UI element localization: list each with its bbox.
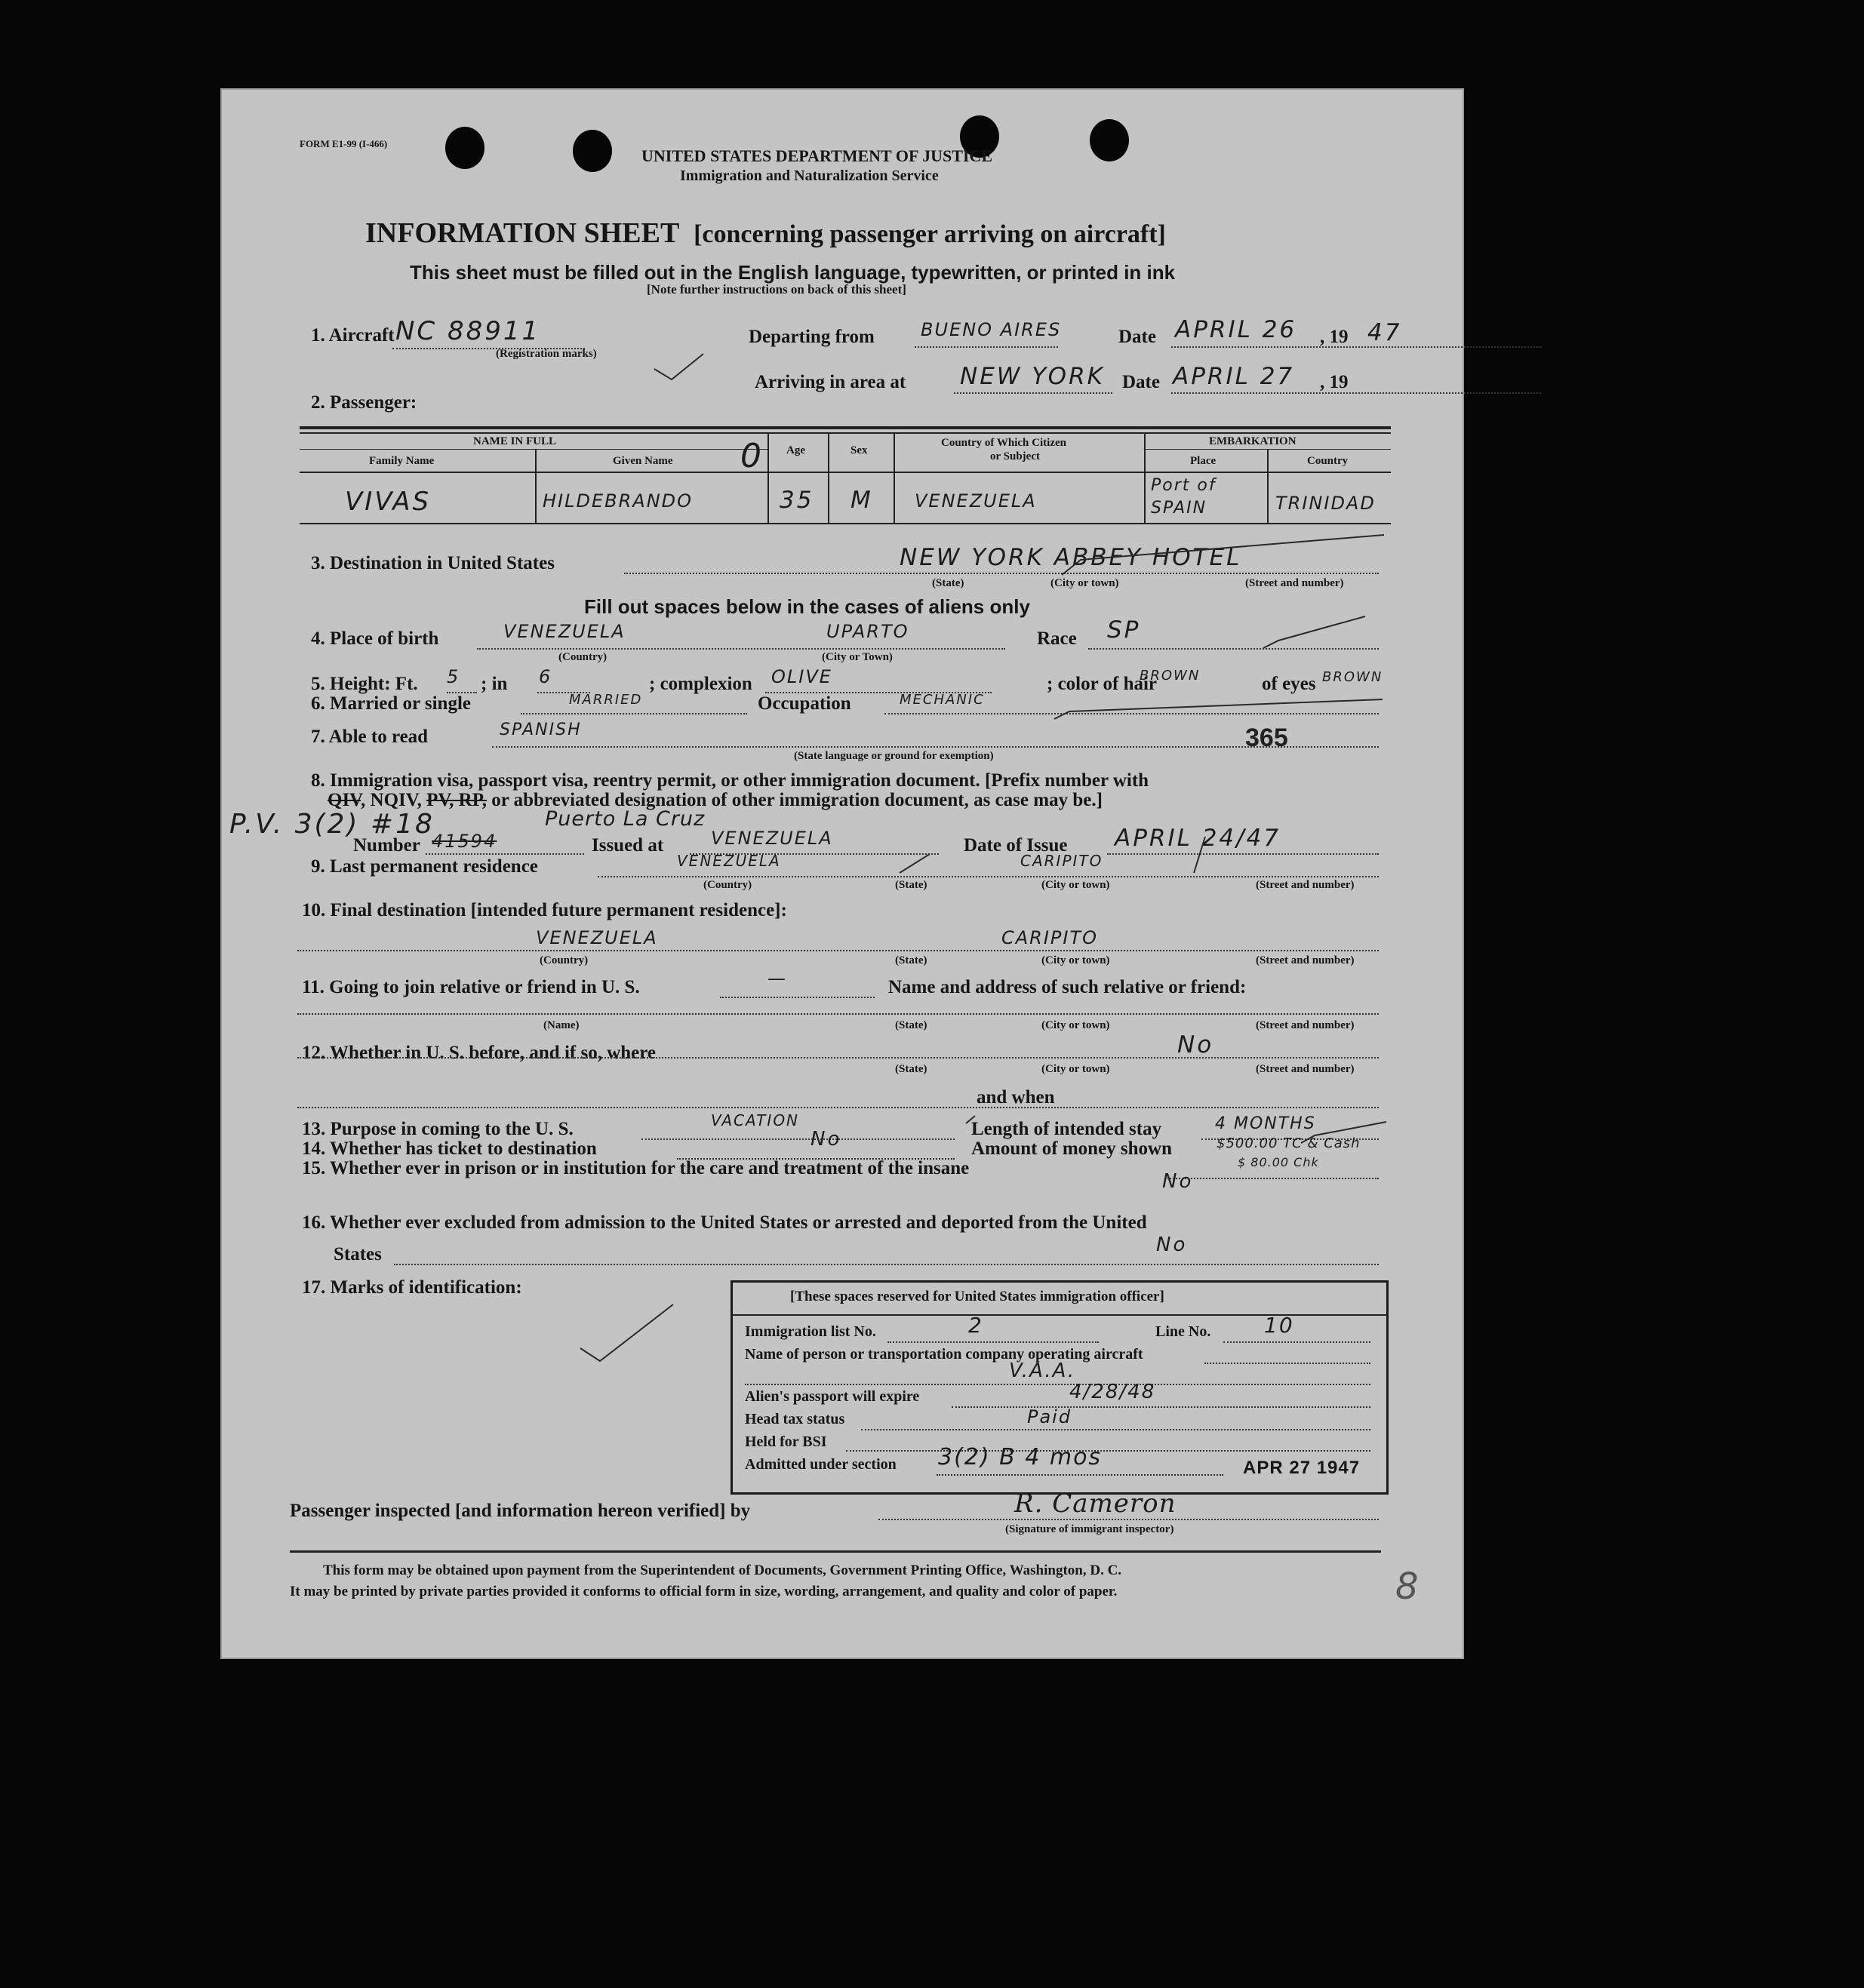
issued-value: VENEZUELA xyxy=(711,828,833,849)
issue-date-label: Date of Issue xyxy=(964,835,1068,856)
purpose-label: 13. Purpose in coming to the U. S. xyxy=(302,1119,574,1139)
admission-stamp: APR 27 1947 xyxy=(1243,1458,1361,1478)
and-when-label: and when xyxy=(977,1087,1055,1108)
arrive-date-label: Date xyxy=(1122,372,1160,392)
fd-city-caption: (City or town) xyxy=(1041,954,1110,966)
marital-value: MARRIED xyxy=(569,692,643,708)
final-dest-city: CARIPITO xyxy=(1001,927,1099,948)
punch-hole xyxy=(1090,119,1129,161)
residence-label: 9. Last permanent residence xyxy=(311,856,538,877)
height-label xyxy=(311,674,418,695)
page-mark: 8 xyxy=(1395,1566,1421,1608)
footer-line2: It may be printed by private parties provided it conforms to official form in size, wording, arrangement, and quality and color of paper. xyxy=(290,1584,1118,1599)
visa-pv-rp: PV, RP, xyxy=(426,790,487,810)
footer-line1: This form may be obtained upon payment from the Superintendent of Documents, Government Printing Office, Washington, D. C. xyxy=(323,1562,1122,1578)
form-number: FORM E1-99 (I-466) xyxy=(300,138,388,149)
stay-label: Length of intended stay xyxy=(971,1119,1162,1139)
purpose-value: VACATION xyxy=(711,1111,800,1129)
list-label: Immigration list No. xyxy=(745,1323,876,1340)
before-state-caption: (State) xyxy=(895,1063,927,1075)
instruction-text: This sheet must be filled out in the English language, typewritten, or printed in ink xyxy=(410,261,1176,284)
marks-label: 17. Marks of identification: xyxy=(302,1277,522,1298)
visa-margin-note: P.V. 3(2) #18 xyxy=(229,809,435,840)
read-value: SPANISH xyxy=(500,721,582,739)
col-embarkation: EMBARKATION xyxy=(1209,435,1296,447)
col-name-in-full: NAME IN FULL xyxy=(473,435,557,447)
visa-qiv: QIV xyxy=(328,790,361,810)
visa-number: 41594 xyxy=(432,831,497,852)
departing-value: BUENO AIRES xyxy=(921,319,1062,340)
aliens-note: Fill out spaces below in the cases of aliens only xyxy=(584,595,1030,618)
section-value: 3(2) B 4 mos xyxy=(938,1444,1103,1470)
arriving-value: NEW YORK xyxy=(960,363,1105,390)
embark-place-line2: SPAIN xyxy=(1151,499,1207,518)
hair-label: ; color of hair xyxy=(1047,674,1158,694)
marital-label: 6. Married or single xyxy=(311,693,471,714)
passenger-citizenship: VENEZUELA xyxy=(915,490,1037,512)
title-sub: [concerning passenger arriving on aircraft] xyxy=(694,220,1166,248)
section-label: Admitted under section xyxy=(745,1456,897,1473)
depart-year-value: 47 xyxy=(1367,319,1402,346)
visa-nqiv: , NQIV, xyxy=(361,790,427,810)
visa-line2 xyxy=(328,790,1103,811)
passenger-family-name: VIVAS xyxy=(345,487,432,517)
officer-box-title: [These spaces reserved for United States immigration officer] xyxy=(790,1289,1164,1304)
ticket-value: No xyxy=(811,1128,842,1151)
visa-line2-rest: or abbreviated designation of other immigration document, as case may be.] xyxy=(486,790,1103,810)
line-no-label: Line No. xyxy=(1155,1323,1211,1340)
visa-line1: 8. Immigration visa, passport visa, reentry permit, or other immigration document. [Prefix number with xyxy=(311,770,1149,791)
dest-street-caption: (Street and number) xyxy=(1245,577,1344,589)
col-given-name: Given Name xyxy=(613,455,673,467)
col-family-name: Family Name xyxy=(369,455,435,467)
height-in: 6 xyxy=(539,666,552,687)
col-age: Age xyxy=(786,444,805,456)
col-sex: Sex xyxy=(850,444,868,456)
issue-date-value: APRIL 24/47 xyxy=(1115,825,1281,852)
service-title: Immigration and Naturalization Service xyxy=(680,167,939,184)
issued-label: Issued at xyxy=(592,835,664,856)
given-name-mark: 0 xyxy=(740,437,764,475)
excluded-line1: 16. Whether ever excluded from admission to the United States or arrested and deported from the United xyxy=(302,1212,1147,1233)
stay-value: 4 MONTHS xyxy=(1215,1114,1316,1133)
before-street-caption: (Street and number) xyxy=(1256,1063,1355,1075)
complexion-label: ; complexion xyxy=(649,674,752,694)
money-label: Amount of money shown xyxy=(971,1138,1173,1159)
embark-place-line1: Port of xyxy=(1151,476,1217,495)
passenger-table xyxy=(300,426,1391,524)
document-sheet xyxy=(220,88,1464,1659)
inspection-label: Passenger inspected [and information hereon verified] by xyxy=(290,1501,751,1521)
arriving-label: Arriving in area at xyxy=(755,372,906,392)
prison-label: 15. Whether ever in prison or in institution for the care and treatment of the insane xyxy=(302,1158,970,1178)
before-city-caption: (City or town) xyxy=(1041,1063,1110,1075)
col-citizen-line1: Country of Which Citizen xyxy=(941,437,1066,449)
before-label: 12. Whether in U. S. before, and if so, where xyxy=(302,1043,656,1063)
bsi-label: Held for BSI xyxy=(745,1433,827,1450)
money-value: $500.00 TC & Cash xyxy=(1217,1135,1361,1151)
eyes-value: BROWN xyxy=(1322,669,1383,685)
join-label: 11. Going to join relative or friend in U. S. xyxy=(302,977,640,997)
officer-box xyxy=(731,1280,1389,1495)
join-name-label: Name and address of such relative or friend: xyxy=(888,977,1247,997)
passenger-sex: M xyxy=(850,487,873,514)
final-dest-country: VENEZUELA xyxy=(536,927,658,948)
before-value: No xyxy=(1177,1031,1214,1059)
join-city-caption: (City or town) xyxy=(1041,1019,1110,1031)
arrive-date-value: APRIL 27 xyxy=(1173,363,1295,390)
title-main: INFORMATION SHEET xyxy=(365,217,679,249)
depart-date-value: APRIL 26 xyxy=(1175,316,1297,343)
passenger-label: 2. Passenger: xyxy=(311,392,417,413)
passenger-given-name: HILDEBRANDO xyxy=(543,490,694,512)
page-title xyxy=(365,217,1166,250)
ticket-label: 14. Whether has ticket to destination xyxy=(302,1138,597,1159)
passport-expire-value: 4/28/48 xyxy=(1069,1381,1156,1403)
occupation-value: MECHANIC xyxy=(900,692,985,708)
excluded-value: No xyxy=(1156,1234,1188,1256)
col-country: Country xyxy=(1307,455,1349,467)
signature-caption: (Signature of immigrant inspector) xyxy=(1005,1523,1174,1535)
final-dest-label: 10. Final destination [intended future permanent residence]: xyxy=(302,900,787,920)
read-label: 7. Able to read xyxy=(311,727,429,747)
prison-value: No xyxy=(1162,1170,1194,1193)
head-tax-label: Head tax status xyxy=(745,1411,845,1427)
number-label: Number xyxy=(353,835,420,856)
destination-label: 3. Destination in United States xyxy=(311,553,555,573)
destination-value: NEW YORK ABBEY HOTEL xyxy=(900,544,1242,571)
excluded-line2: States xyxy=(334,1244,382,1264)
arrive-year-prefix: , 19 xyxy=(1320,372,1349,392)
fd-country-caption: (Country) xyxy=(540,954,589,966)
inspector-signature: R. Cameron xyxy=(1014,1489,1177,1519)
join-name-caption: (Name) xyxy=(543,1019,580,1031)
join-state-caption: (State) xyxy=(895,1019,927,1031)
embark-country: TRINIDAD xyxy=(1275,493,1376,514)
depart-date-label: Date xyxy=(1118,327,1156,347)
eyes-label: of eyes xyxy=(1262,674,1316,694)
operator-value: V.A.A. xyxy=(1009,1360,1076,1382)
aircraft-value: NC 88911 xyxy=(395,316,541,346)
punch-hole xyxy=(445,127,484,169)
fd-state-caption: (State) xyxy=(895,954,927,966)
occupation-label: Occupation xyxy=(758,693,851,714)
birth-city: UPARTO xyxy=(826,621,909,642)
res-country-caption: (Country) xyxy=(703,879,752,891)
department-title: UNITED STATES DEPARTMENT OF JUSTICE xyxy=(641,146,992,165)
birth-country-caption: (Country) xyxy=(558,651,607,663)
note-text: [Note further instructions on back of this sheet] xyxy=(647,282,906,297)
race-value: SP xyxy=(1107,616,1141,644)
departing-label: Departing from xyxy=(749,327,875,347)
depart-year-prefix: , 19 xyxy=(1320,327,1349,347)
aircraft-label: 1. Aircraft xyxy=(311,325,395,346)
birth-label: 4. Place of birth xyxy=(311,628,439,649)
res-state-caption: (State) xyxy=(895,879,927,891)
birth-city-caption: (City or Town) xyxy=(822,651,893,663)
operator-label: Name of person or transportation company operating aircraft xyxy=(745,1346,1143,1363)
race-label: Race xyxy=(1037,628,1077,649)
col-citizen-line2: or Subject xyxy=(990,450,1040,462)
height-ft: 5 xyxy=(447,666,460,687)
join-value: — xyxy=(767,968,787,989)
hair-value: BROWN xyxy=(1140,668,1201,684)
height-ft-label: 5. Height: Ft. xyxy=(311,674,418,694)
money-value-2: $ 80.00 Chk xyxy=(1238,1155,1319,1169)
list-value: 2 xyxy=(968,1313,983,1338)
height-in-label: ; in xyxy=(481,674,508,694)
res-street-caption: (Street and number) xyxy=(1256,879,1355,891)
residence-country: VENEZUELA xyxy=(677,852,781,870)
join-street-caption: (Street and number) xyxy=(1256,1019,1355,1031)
col-place: Place xyxy=(1190,455,1217,467)
read-caption: (State language or ground for exemption) xyxy=(794,750,994,762)
passport-expire-label: Alien's passport will expire xyxy=(745,1388,920,1405)
line-no-value: 10 xyxy=(1264,1313,1294,1338)
dest-city-caption: (City or town) xyxy=(1050,577,1119,589)
dest-state-caption: (State) xyxy=(932,577,964,589)
reg-marks-caption: (Registration marks) xyxy=(496,348,597,360)
head-tax-value: Paid xyxy=(1027,1406,1072,1427)
complexion-value: OLIVE xyxy=(771,666,832,687)
residence-city: CARIPITO xyxy=(1020,852,1103,870)
res-city-caption: (City or town) xyxy=(1041,879,1110,891)
passenger-age: 35 xyxy=(780,487,814,514)
fd-street-caption: (Street and number) xyxy=(1256,954,1355,966)
visa-annotation: Puerto La Cruz xyxy=(545,807,706,831)
punch-hole xyxy=(573,130,612,172)
birth-country: VENEZUELA xyxy=(503,621,626,642)
stamp-365: 365 xyxy=(1245,724,1288,752)
